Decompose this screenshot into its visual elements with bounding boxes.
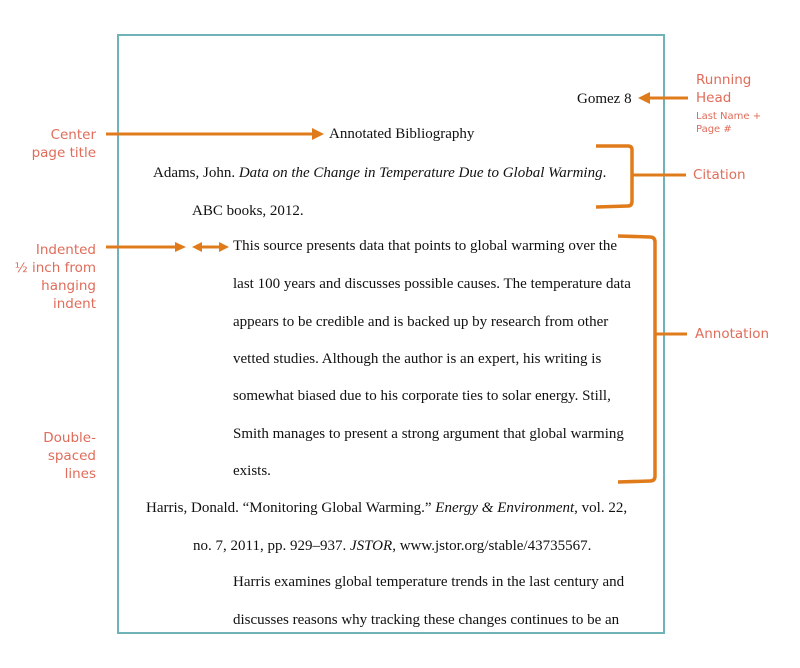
citation-book-title: Data on the Change in Temperature Due to Global Warming <box>238 165 603 181</box>
citation-journal: Energy & Environment <box>435 500 575 516</box>
callout-text: ½ inch from <box>14 260 96 276</box>
callout-center-title <box>0 126 96 162</box>
annotation-line: discusses reasons why tracking these changes continues to be an <box>233 612 620 628</box>
annotation-line: appears to be credible and is backed up by research from other <box>233 314 609 330</box>
annotation-line: Smith manages to present a strong argument that global warming <box>233 426 624 442</box>
callout-text: Center <box>50 127 96 143</box>
callout-running-head-sub <box>696 110 761 136</box>
citation-author-title: Harris, Donald. “Monitoring Global Warming.” <box>146 500 436 516</box>
callout-annotation: Annotation <box>695 326 770 342</box>
callout-text: Double- <box>43 430 96 446</box>
bracket-icon <box>618 236 687 482</box>
callout-text: hanging <box>41 278 96 294</box>
bracket-icon <box>596 146 686 207</box>
double-arrow-icon <box>192 242 229 252</box>
annotation-line: exists. <box>233 463 271 479</box>
citation-issue-pages: no. 7, 2011, pp. 929–937. <box>193 538 350 554</box>
citation-author: Adams, John. <box>153 165 239 181</box>
citation-volume: , vol. 22, <box>574 500 628 516</box>
callout-text: lines <box>64 466 96 482</box>
annotation-line: Harris examines global temperature trends in the last century and <box>233 574 625 590</box>
callout-double-spaced <box>0 429 96 483</box>
callout-subtitle: Last Name + <box>696 111 762 122</box>
annotation-line: This source presents data that points to global warming over the <box>233 238 618 254</box>
callout-text: page title <box>31 145 96 161</box>
citation-adams-line2: ABC books, 2012. <box>192 203 304 219</box>
running-head: Gomez 8 <box>577 91 632 107</box>
callout-subtitle: Page # <box>696 124 732 135</box>
citation-url: , www.jstor.org/stable/43735567. <box>392 538 592 554</box>
annotation-line: vetted studies. Although the author is an expert, his writing is <box>233 351 602 367</box>
callout-title: Head <box>696 90 732 106</box>
arrow-right-icon <box>106 128 324 140</box>
callout-text: Indented <box>35 242 96 258</box>
arrow-right-icon <box>106 242 186 252</box>
arrow-left-icon <box>638 92 688 104</box>
callout-indent <box>0 241 96 313</box>
callout-text: indent <box>52 296 96 312</box>
citation-punct: . <box>602 165 607 181</box>
page-title: Annotated Bibliography <box>329 126 475 142</box>
callout-title: Running <box>696 72 752 88</box>
citation-database: JSTOR <box>349 538 393 554</box>
callout-citation: Citation <box>693 167 746 183</box>
annotation-line: somewhat biased due to his corporate ties to solar energy. Still, <box>233 388 611 404</box>
annotation-line: last 100 years and discusses possible causes. The temperature data <box>233 276 631 292</box>
callout-running-head <box>696 71 751 107</box>
callout-text: spaced <box>47 448 96 464</box>
